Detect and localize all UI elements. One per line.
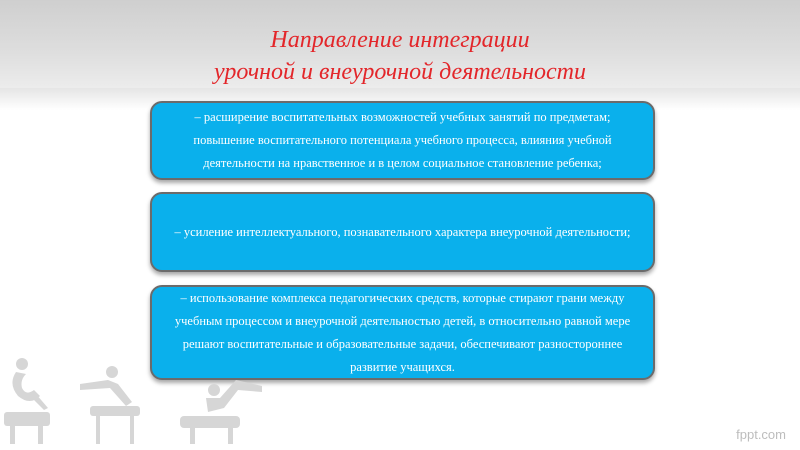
text-block-3-content: – использование комплекса педагогических средств, которые стирают грани между учебным процессом и внеурочной деятельностью детей, в относительно равной мере решают воспитательные и образовательные задачи, обеспечивают разностороннее развитие учащихся. <box>174 290 631 374</box>
gymnast-pommel-horse-icon <box>80 366 140 444</box>
text-block-2-content: – усиление интеллектуального, познавательного характера внеурочной деятельности; <box>174 224 631 239</box>
text-block-1 <box>150 101 655 180</box>
gymnast-vault-icon <box>4 358 50 444</box>
text-block-1-content: – расширение воспитательных возможностей учебных занятий по предметам; повышение воспитательного потенциала учебного процесса, влияния учебной деятельности на нравственное и в целом социальное становление ребенка; <box>193 110 612 170</box>
slide-title <box>0 24 800 88</box>
gymnastics-illustration <box>0 350 300 450</box>
text-block-2 <box>150 192 655 272</box>
title-line-1: Направление интеграции <box>270 27 530 53</box>
footer-brand: fppt.com <box>736 427 786 442</box>
title-line-2: урочной и внеурочной деятельности <box>213 59 587 85</box>
gymnast-handstand-icon <box>180 380 262 444</box>
